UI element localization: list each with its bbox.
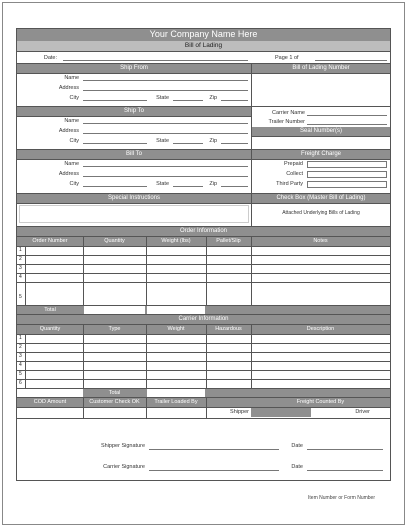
page-field[interactable]	[315, 60, 387, 61]
freight-counted-label: Freight Counted By	[296, 399, 345, 405]
prepaid-label: Prepaid	[284, 161, 303, 167]
special-instructions-header: Special Instructions	[17, 194, 251, 204]
bill-to-header: Bill To	[17, 150, 251, 160]
date-label: Date:	[43, 55, 57, 61]
ship-to-address-field[interactable]	[83, 133, 248, 134]
order-number-column: Order Number	[32, 238, 68, 244]
shipper-box	[251, 408, 311, 417]
order-row-2: 2	[19, 256, 22, 262]
date-field[interactable]	[63, 60, 248, 61]
form-footer: Item Number or Form Number	[308, 495, 375, 501]
cod-amount-label: COD Amount	[33, 399, 67, 405]
ship-to-address-label: Address	[58, 128, 79, 134]
order-quantity-column: Quantity	[104, 238, 125, 244]
collect-checkbox[interactable]	[307, 171, 387, 178]
company-name: Your Company Name Here	[149, 29, 258, 39]
carrier-signature-label: Carrier Signature	[103, 464, 145, 470]
third-party-checkbox[interactable]	[307, 181, 387, 188]
ship-to-state-field[interactable]	[173, 143, 203, 144]
bill-to-zip-label: Zip	[209, 181, 217, 187]
ship-to-name-field[interactable]	[83, 123, 248, 124]
driver-option[interactable]: Driver	[355, 409, 370, 415]
trailer-loaded-label: Trailer Loaded By	[154, 399, 198, 405]
date-2-field[interactable]	[307, 470, 383, 471]
date-1-label: Date	[291, 443, 303, 449]
carrier-row-5: 5	[19, 371, 22, 377]
shipper-signature-field[interactable]	[149, 449, 279, 450]
carrier-signature-field[interactable]	[149, 470, 279, 471]
special-instructions-field[interactable]	[19, 205, 249, 223]
carrier-name-label: Carrier Name	[271, 110, 305, 116]
prepaid-checkbox[interactable]	[307, 161, 387, 168]
bill-to-state-label: State	[156, 181, 169, 187]
carrier-name-field[interactable]	[307, 115, 387, 116]
carrier-info-header: Carrier Information	[17, 315, 390, 325]
ship-from-name-label: Name	[64, 75, 79, 81]
carrier-total-label: Total	[108, 390, 121, 396]
ship-to-city-field[interactable]	[83, 143, 147, 144]
bill-to-city-label: City	[69, 181, 79, 187]
carrier-type-column: Type	[108, 326, 121, 332]
bol-number-header: Bill of Lading Number	[252, 64, 390, 74]
master-bol-note: Attached Underlying Bills of Lading	[282, 210, 360, 216]
master-bol-header: Check Box (Master Bill of Lading)	[252, 194, 390, 204]
ship-to-zip-label: Zip	[209, 138, 217, 144]
carrier-row-4: 4	[19, 362, 22, 368]
ship-from-address-field[interactable]	[83, 90, 248, 91]
freight-charge-header: Freight Charge	[252, 150, 390, 160]
page	[2, 2, 405, 525]
ship-to-header: Ship To	[17, 107, 251, 117]
carrier-row-2: 2	[19, 344, 22, 350]
ship-to-city-label: City	[69, 138, 79, 144]
ship-from-zip-field[interactable]	[221, 100, 248, 101]
shipper-signature-label: Shipper Signature	[100, 443, 145, 449]
order-row-1: 1	[19, 247, 22, 253]
ship-from-state-field[interactable]	[173, 100, 203, 101]
order-total-label: Total	[44, 307, 56, 313]
bill-to-zip-field[interactable]	[221, 186, 248, 187]
ship-from-name-field[interactable]	[83, 80, 248, 81]
trailer-number-field[interactable]	[307, 124, 387, 125]
page-title: Bill of Lading	[16, 41, 391, 51]
ship-from-state-label: State	[156, 95, 169, 101]
shipper-option[interactable]: Shipper	[230, 409, 249, 415]
date-2-label: Date	[291, 464, 303, 470]
order-row-3: 3	[19, 265, 22, 271]
order-notes-column: Notes	[313, 238, 328, 244]
trailer-number-label: Trailer Number	[268, 119, 305, 125]
order-row-4: 4	[19, 274, 22, 280]
carrier-description-column: Description	[306, 326, 335, 332]
carrier-row-3: 3	[19, 353, 22, 359]
order-row-5: 5	[19, 294, 22, 300]
carrier-row-1: 1	[19, 335, 22, 341]
date-1-field[interactable]	[307, 449, 383, 450]
customer-check-label: Customer Check OK	[89, 399, 140, 405]
carrier-row-6: 6	[19, 380, 22, 386]
order-info-header: Order Information	[17, 227, 390, 237]
ship-from-city-label: City	[69, 95, 79, 101]
carrier-hazardous-column: Hazardous	[215, 326, 242, 332]
bill-to-address-label: Address	[58, 171, 79, 177]
bill-of-lading-form	[16, 28, 391, 481]
ship-to-state-label: State	[156, 138, 169, 144]
order-pallet-column: Pallet/Slip	[216, 238, 241, 244]
ship-to-zip-field[interactable]	[221, 143, 248, 144]
ship-from-header: Ship From	[17, 64, 251, 74]
carrier-quantity-column: Quantity	[39, 326, 61, 332]
page-label: Page 1 of	[275, 55, 299, 61]
bill-to-state-field[interactable]	[173, 186, 203, 187]
carrier-weight-column: Weight	[167, 326, 185, 332]
bill-to-city-field[interactable]	[83, 186, 147, 187]
bill-to-name-label: Name	[64, 161, 79, 167]
third-party-label: Third Party	[276, 181, 303, 187]
collect-label: Collect	[286, 171, 303, 177]
bill-to-name-field[interactable]	[83, 166, 248, 167]
ship-from-address-label: Address	[58, 85, 79, 91]
ship-from-city-field[interactable]	[83, 100, 147, 101]
bill-to-address-field[interactable]	[83, 176, 248, 177]
seal-number-header: Seal Number(s)	[252, 127, 390, 137]
order-weight-column: Weight (lbs)	[161, 238, 191, 244]
ship-to-name-label: Name	[64, 118, 79, 124]
ship-from-zip-label: Zip	[209, 95, 217, 101]
